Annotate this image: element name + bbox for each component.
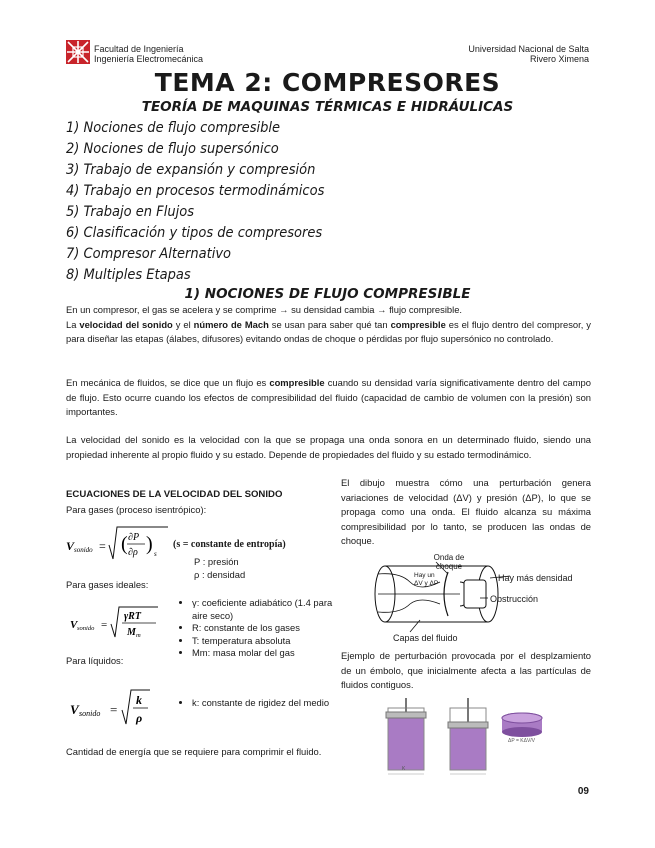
paragraph-sound-speed: La velocidad del sonido es la velocidad con la que se propaga una onda sonora en un determinado fluido, siendo una propiedad inherente al propio fluido y su estado. Depende de propiedades del fluido y su estado termodinámico. [66,434,591,460]
dv-dp-label: Hay un ΔV y ΔP [414,572,439,587]
paragraph-compressible: En mecánica de fluidos, se dice que un flujo es compresible cuando su densidad varía significativamente dentro del campo de flujo. Esto ocurre cuando los efectos de compresibilidad del fluido (capacidad de cambio de volumen con la presión) son importantes. [66,377,591,418]
author-name: Rivero Ximena [529,54,589,64]
entropy-note: (s = constante de entropía) [173,539,286,550]
t-def: • T: temperatura absoluta [192,635,342,648]
obstruction-label: Obstrucción [490,594,539,604]
university-name: Universidad Nacional de Salta [468,44,589,54]
gases-label: Para gases (proceso isentrópico): [66,504,207,515]
toc-item: 2) Nociones de flujo supersónico [66,141,279,157]
toc-item: 3) Trabajo de expansión y compresión [66,162,316,178]
density-def: ρ : densidad [194,569,246,580]
equation-ideal-gas [70,604,170,644]
career-name: Ingeniería Electromecánica [94,54,204,64]
header-faculty [94,44,203,64]
ideal-gas-variables [178,597,342,660]
svg-text:M: M [127,627,136,638]
header-university [468,44,589,64]
svg-text:∂P: ∂P [128,532,140,543]
mm-def: • Mm: masa molar del gas [192,647,342,660]
svg-text:V: V [66,539,75,553]
svg-text:sonido: sonido [74,546,93,554]
toc-item: 7) Compresor Alternativo [66,246,232,262]
wave-label: Onda de choque [433,553,465,571]
svg-text:γRT: γRT [124,611,141,622]
svg-text:): ) [146,533,153,555]
wave-description: El dibujo muestra cómo una perturbación genera variaciones de velocidad (ΔV) y presión (ΔP), lo que se propaga como una onda. El fluido alcanza su máxima compresibilidad por lo tanto, se producen las ondas de choque. [341,477,591,547]
university-logo [66,40,90,64]
intro-line: En un compresor, el gas se acelera y se comprime → su densidad cambia → flujo compresible. [66,304,463,315]
toc-item: 1) Nociones de flujo compresible [66,120,281,136]
liquid-variables [178,697,342,710]
svg-text:k: k [136,693,142,707]
section-heading: 1) NOCIONES DE FLUJO COMPRESIBLE [184,286,471,302]
piston-delta-label: ΔP = KΔV/V [508,738,536,744]
svg-text:=: = [101,619,108,631]
density-label: Hay más densidad [498,573,573,583]
faculty-name: Facultad de Ingeniería [94,44,184,54]
shockwave-figure [340,552,592,644]
svg-text:=: = [110,702,118,717]
equations-heading: ECUACIONES DE LA VELOCIDAD DEL SONIDO [66,489,283,500]
toc-item: 6) Clasificación y tipos de compresores [66,225,323,241]
svg-text:sonido: sonido [79,709,101,718]
liquids-label: Para líquidos: [66,655,124,666]
svg-text:∂ρ: ∂ρ [128,547,138,558]
paragraph-intro [66,303,591,347]
toc-item: 5) Trabajo en Flujos [66,204,194,220]
equation-isentropic [66,523,186,567]
svg-text:ρ: ρ [136,711,143,725]
ideal-gases-label: Para gases ideales: [66,579,149,590]
svg-text:sonido: sonido [77,625,95,632]
page-subtitle: TEORÍA DE MAQUINAS TÉRMICAS E HIDRÁULICAS [141,99,514,115]
energy-text: Cantidad de energía que se requiere para comprimir el fluido. [66,746,322,757]
equation-liquid [70,688,170,728]
svg-text:m: m [136,632,141,639]
svg-text:V: V [70,702,79,717]
toc-item: 4) Trabajo en procesos termodinámicos [66,183,325,199]
toc-item: 8) Multiples Etapas [66,267,191,283]
gamma-def: • γ: coeficiente adiabático (1.4 para aire seco) [192,597,342,622]
svg-text:(: ( [121,533,128,555]
page-title: TEMA 2: COMPRESORES [154,68,501,97]
intro-body: La velocidad del sonido y el número de Mach se usan para saber qué tan compresible es el flujo dentro del compresor, y para diseñar las etapas (álabes, difusores) evitando ondas de choque o pérdidas por flujo supersónico no controlado. [66,318,591,345]
r-def: • R: constante de los gases [192,622,342,635]
piston-k-label: K [402,766,406,772]
page-number: 09 [577,786,589,797]
pressure-def: P : presión [194,556,239,567]
layers-label: Capas del fluido [393,633,458,643]
svg-text:s: s [154,550,157,558]
svg-text:=: = [99,539,106,553]
table-of-contents [66,118,324,286]
piston-description: Ejemplo de perturbación provocada por el desplzamiento de un émbolo, que inicialmente afecta a las partículas de fluidos contiguos. [341,650,591,691]
svg-text:V: V [70,619,78,631]
k-def: • k: constante de rigidez del medio [192,697,342,710]
